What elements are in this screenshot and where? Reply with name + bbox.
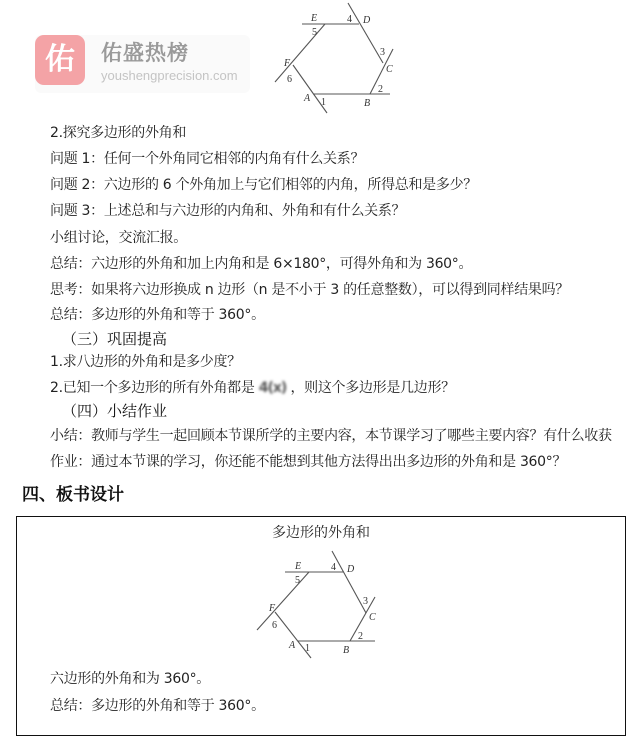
watermark-url: youshengprecision.com xyxy=(101,68,238,83)
angle-label-5: 5 xyxy=(312,27,317,38)
think-prompt: 思考：如果将六边形换成 n 边形（n 是不小于 3 的任意整数），可以得到同样结果吗？ xyxy=(50,282,570,298)
board-design-heading: 四、板书设计 xyxy=(22,485,124,505)
board-box-title: 多边形的外角和 xyxy=(272,525,370,541)
homework: 作业：通过本节课的学习，你还能不能想到其他方法得出出多边形的外角和是 360°？ xyxy=(50,454,567,470)
board-line-hexagon: 六边形的外角和为 360°。 xyxy=(50,671,210,687)
angle-label-3: 3 xyxy=(380,47,385,58)
board-angle-label-5: 5 xyxy=(295,575,300,586)
angle-label-2: 2 xyxy=(378,84,383,95)
board-vertex-label-d: D xyxy=(347,564,355,575)
board-vertex-label-f: F xyxy=(269,603,276,614)
board-angle-label-1: 1 xyxy=(305,643,310,654)
vertex-label-d: D xyxy=(363,15,371,26)
board-angle-label-2: 2 xyxy=(358,631,363,642)
summary-homework-heading: （四）小结作业 xyxy=(62,402,168,420)
vertex-label-c: C xyxy=(386,64,393,75)
angle-label-6: 6 xyxy=(287,74,292,85)
vertex-label-e: E xyxy=(311,13,318,24)
board-vertex-label-e: E xyxy=(295,561,302,572)
question-2: 问题 2：六边形的 6 个外角加上与它们相邻的内角，所得总和是多少？ xyxy=(50,177,477,193)
group-discussion: 小组讨论，交流汇报。 xyxy=(50,230,187,246)
board-vertex-label-c: C xyxy=(369,612,376,623)
vertex-label-a: A xyxy=(304,93,311,104)
summary-polygon: 总结：多边形的外角和等于 360°。 xyxy=(50,307,265,323)
board-line-summary: 总结：多边形的外角和等于 360°。 xyxy=(50,698,265,714)
exercise-1: 1.求八边形的外角和是多少度？ xyxy=(50,354,241,370)
board-angle-label-3: 3 xyxy=(363,596,368,607)
angle-label-4: 4 xyxy=(347,14,352,25)
blurred-formula: 4(x) xyxy=(258,380,287,396)
explore-heading: 2.探究多边形的外角和 xyxy=(50,125,187,141)
question-1: 问题 1：任何一个外角同它相邻的内角有什么关系？ xyxy=(50,151,365,167)
logo-badge-icon: 佑 xyxy=(35,35,85,85)
board-vertex-label-a: A xyxy=(289,640,296,651)
vertex-label-f: F xyxy=(284,58,291,69)
board-angle-label-4: 4 xyxy=(331,562,336,573)
watermark-name: 佑盛热榜 xyxy=(101,41,189,65)
summary-hexagon: 总结：六边形的外角和加上内角和是 6×180°，可得外角和为 360°。 xyxy=(50,256,473,272)
exercise-2-prefix: 2.已知一个多边形的所有外角都是 xyxy=(50,380,255,396)
board-vertex-label-b: B xyxy=(343,645,350,656)
lesson-summary: 小结：教师与学生一起回顾本节课所学的主要内容，本节课学习了哪些主要内容？有什么收获 xyxy=(50,428,612,444)
exercise-2-suffix: ，则这个多边形是几边形？ xyxy=(290,380,455,396)
angle-label-1: 1 xyxy=(321,97,326,108)
vertex-label-b: B xyxy=(364,98,371,109)
question-3: 问题 3：上述总和与六边形的内角和、外角和有什么关系？ xyxy=(50,203,406,219)
consolidate-heading: （三）巩固提高 xyxy=(62,330,168,348)
board-angle-label-6: 6 xyxy=(272,620,277,631)
